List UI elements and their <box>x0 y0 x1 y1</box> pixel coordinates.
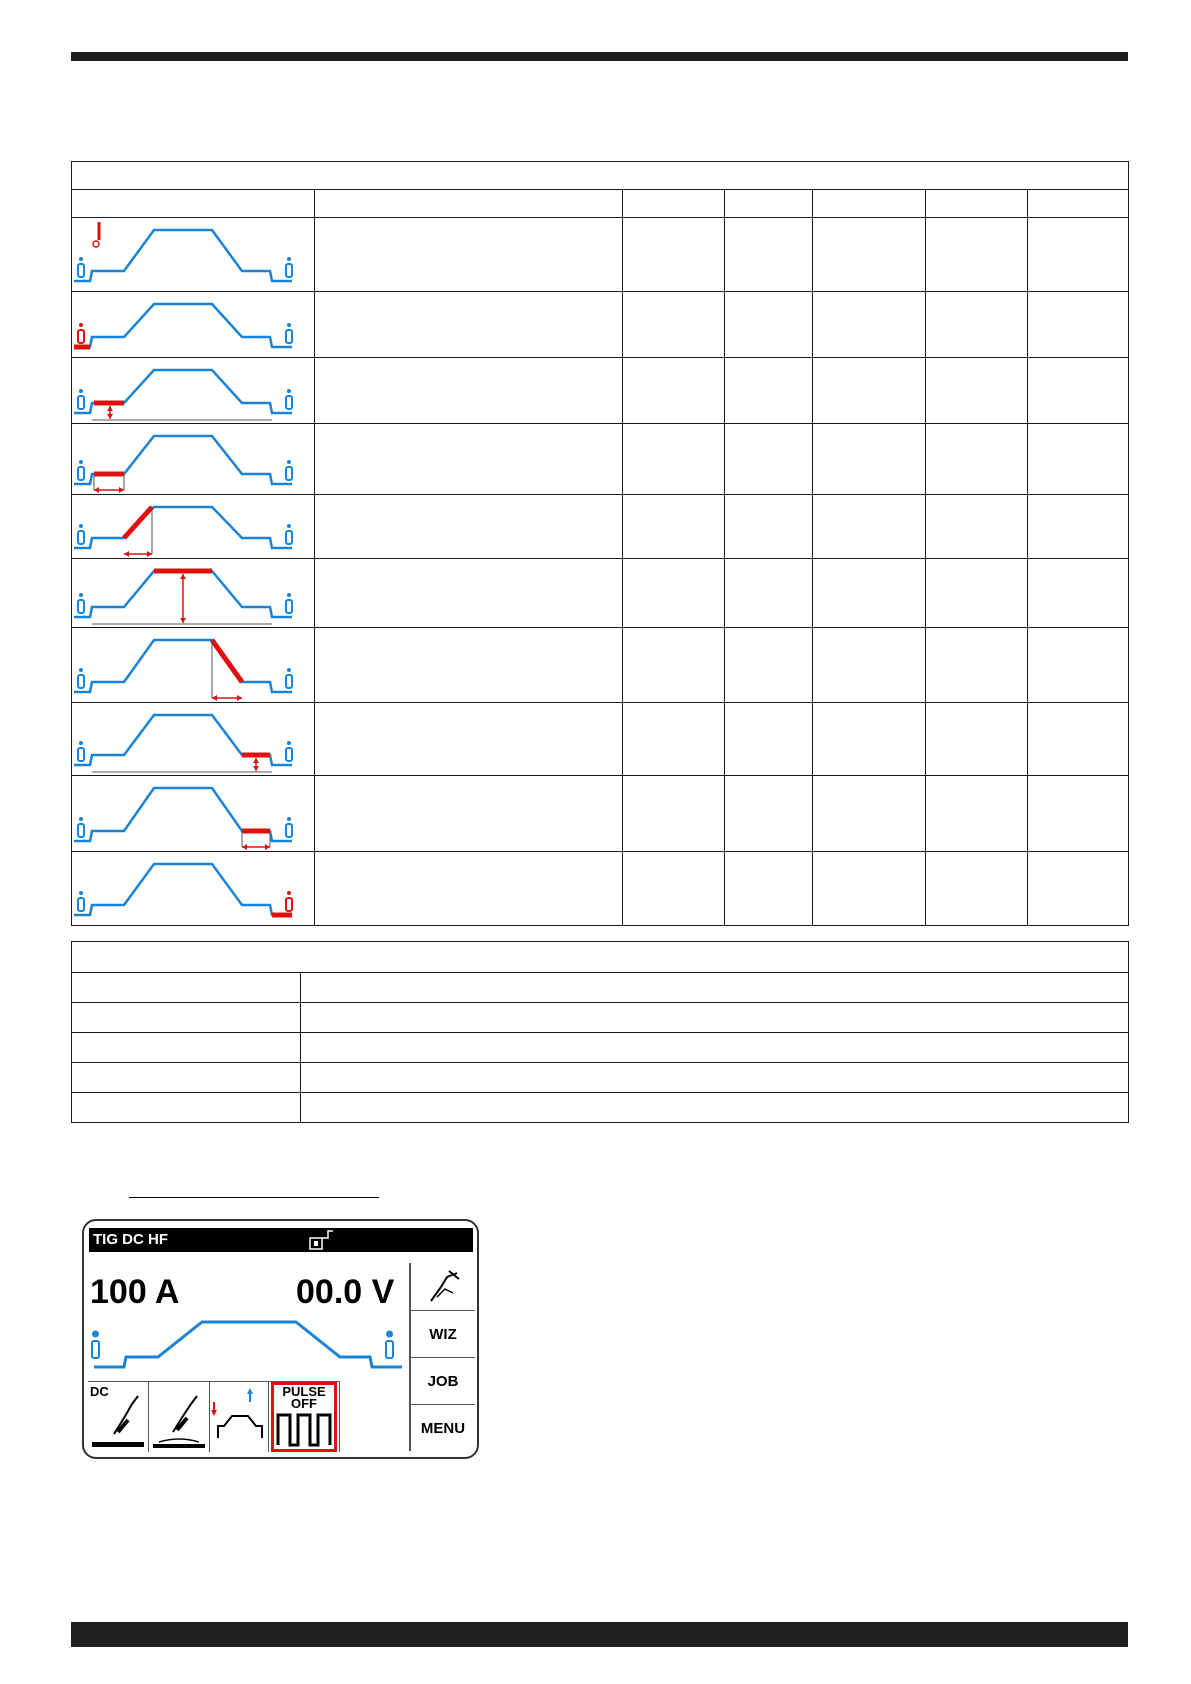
parameters-table <box>71 161 1129 926</box>
cycle-curve <box>74 370 292 413</box>
gas-bottle-icon <box>386 1332 393 1359</box>
cycle-curve <box>74 230 292 281</box>
gas-bottle-icon <box>92 1332 99 1359</box>
table-row <box>72 1033 1129 1063</box>
start-current-icon <box>72 358 315 424</box>
legend-table <box>71 941 1129 1123</box>
torch-icon <box>423 1267 463 1307</box>
post-gas-icon <box>72 852 315 926</box>
table-row <box>72 424 1129 495</box>
gas-bottle-icon <box>286 389 292 409</box>
cycle-curve <box>74 436 292 484</box>
table-row <box>72 628 1129 703</box>
welding-current-icon <box>72 559 315 628</box>
gas-bottle-icon <box>78 323 84 343</box>
torch-button[interactable] <box>409 1263 475 1311</box>
start-time-icon <box>72 424 315 495</box>
mode-label: TIG DC HF <box>93 1231 168 1248</box>
gas-bottle-icon <box>78 389 84 409</box>
gas-bottle-icon <box>78 460 84 480</box>
table-header-row <box>72 190 1129 218</box>
cycle-curve <box>74 640 292 692</box>
table-title-row <box>72 942 1129 973</box>
gas-bottle-icon <box>78 817 84 837</box>
table-row <box>72 776 1129 852</box>
down-slope-icon <box>72 628 315 703</box>
gas-bottle-icon <box>78 257 84 277</box>
header-bar <box>71 52 1128 61</box>
gas-bottle-icon <box>286 524 292 544</box>
gas-bottle-icon <box>286 817 292 837</box>
current-readout: 100 A <box>90 1273 180 1311</box>
dc-polarity-button[interactable] <box>88 1381 149 1452</box>
gas-bottle-icon <box>78 891 84 911</box>
pulse-label: PULSE <box>282 1384 326 1399</box>
trigger-mode-button[interactable] <box>210 1381 269 1452</box>
gas-bottle-icon <box>286 460 292 480</box>
pulse-off-button[interactable] <box>269 1381 340 1452</box>
table-row <box>72 495 1129 559</box>
wiz-button[interactable]: WIZ <box>409 1311 475 1358</box>
table-row <box>72 1063 1129 1093</box>
cycle-curve <box>74 507 292 548</box>
dc-label: DC <box>90 1384 109 1399</box>
cycle-curve <box>74 304 292 347</box>
gas-bottle-icon <box>78 593 84 613</box>
table-row <box>72 973 1129 1003</box>
gas-bottle-icon <box>286 668 292 688</box>
gas-bottle-icon <box>78 668 84 688</box>
two-stroke-icon <box>210 1382 268 1452</box>
section-heading-underline <box>129 1197 379 1198</box>
job-button[interactable]: JOB <box>409 1358 475 1405</box>
process-button[interactable] <box>149 1381 210 1452</box>
table-row <box>72 559 1129 628</box>
gas-bottle-icon <box>78 741 84 761</box>
pulse-waveform-icon <box>274 1409 334 1449</box>
table-row <box>72 1003 1129 1033</box>
gas-bottle-icon <box>78 524 84 544</box>
pulse-selector-frame <box>271 1382 337 1452</box>
up-slope-icon <box>72 495 315 559</box>
table-row <box>72 218 1129 292</box>
welding-cycle-graph <box>84 1306 404 1386</box>
table-row <box>72 292 1129 358</box>
table-row <box>72 852 1129 926</box>
gas-bottle-icon <box>286 593 292 613</box>
off-label: OFF <box>291 1396 317 1411</box>
start-signal-icon <box>72 218 315 292</box>
table-title-row <box>72 162 1129 190</box>
menu-button[interactable]: MENU <box>409 1405 475 1451</box>
lcd-title-bar <box>89 1228 473 1252</box>
voltage-readout: 00.0 V <box>296 1273 395 1311</box>
gas-bottle-icon <box>286 891 292 911</box>
pre-gas-icon <box>72 292 315 358</box>
gas-bottle-icon <box>286 257 292 277</box>
table-row <box>72 1093 1129 1123</box>
footer-bar <box>71 1622 1128 1647</box>
crater-current-icon <box>72 703 315 776</box>
lcd-display <box>82 1219 479 1459</box>
stick-welding-icon <box>149 1382 209 1452</box>
gas-bottle-icon <box>286 741 292 761</box>
crater-time-icon <box>72 776 315 852</box>
electrode-holder-icon <box>88 1382 148 1452</box>
cycle-curve <box>74 864 292 915</box>
table-row <box>72 703 1129 776</box>
table-row <box>72 358 1129 424</box>
lock-icon <box>306 1228 340 1252</box>
gas-bottle-icon <box>286 323 292 343</box>
